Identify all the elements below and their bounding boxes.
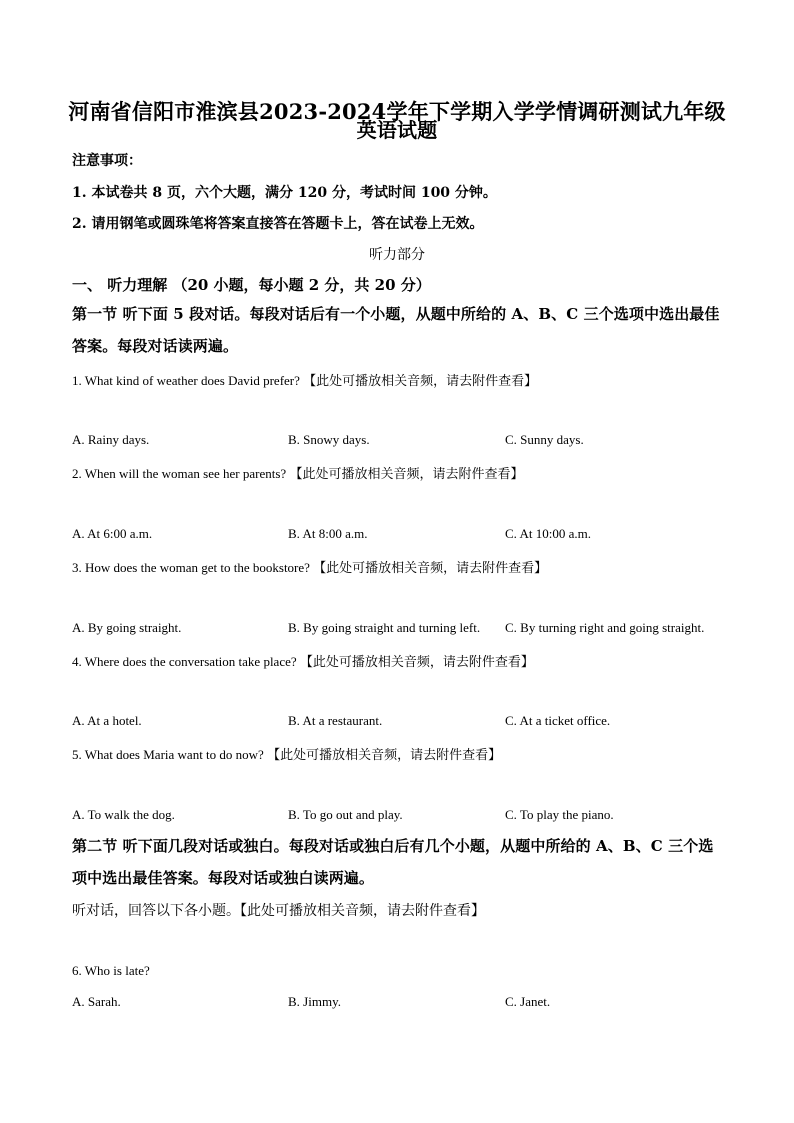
option-6a: A. Sarah.: [72, 994, 121, 1009]
option-5a: A. To walk the dog.: [72, 807, 175, 822]
option-3c: C. By turning right and going straight.: [505, 620, 705, 635]
option-4c: C. At a ticket office.: [505, 713, 611, 728]
option-4a: A. At a hotel.: [72, 713, 142, 728]
part2-instruction: 第二节 听下面几段对话或独白。每段对话或独白后有几个小题，从题中所给的 A、B、C 三个选项中选出最佳答案。每段对话或独白读两遍。: [72, 837, 714, 887]
section-heading: 一、 听力理解 （20 小题，每小题 2 分，共 20 分）: [72, 276, 431, 294]
option-3b: B. By going straight and turning left.: [288, 620, 481, 635]
option-4b: B. At a restaurant.: [288, 713, 383, 728]
option-1c: C. Sunny days.: [505, 432, 584, 447]
option-5c: C. To play the piano.: [505, 807, 614, 822]
part1-instruction: 第一节 听下面 5 段对话。每段对话后有一个小题，从题中所给的 A、B、C 三个选项中选出最佳答案。每段对话读两遍。: [72, 305, 720, 355]
note-item-2: 2. 请用钢笔或圆珠笔将答案直接答在答题卡上，答在试卷上无效。: [72, 216, 484, 232]
question-5: 5. What does Maria want to do now? 【此处可播放相关音频，请去附件查看】: [72, 747, 502, 762]
exam-subject-title: 英语试题: [356, 118, 438, 142]
listening-part-label: 听力部分: [369, 247, 425, 263]
option-1a: A. Rainy days.: [72, 432, 150, 447]
option-2c: C. At 10:00 a.m.: [505, 526, 591, 541]
option-3a: A. By going straight.: [72, 620, 182, 635]
option-2a: A. At 6:00 a.m.: [72, 526, 153, 541]
option-5b: B. To go out and play.: [288, 807, 403, 822]
exam-title: 河南省信阳市淮滨县2023-2024学年下学期入学学情调研测试九年级: [68, 99, 726, 124]
option-6c: C. Janet.: [505, 994, 551, 1009]
option-6b: B. Jimmy.: [288, 994, 341, 1009]
question-3: 3. How does the woman get to the bookstore? 【此处可播放相关音频，请去附件查看】: [72, 560, 548, 575]
part2-lead: 听对话，回答以下各小题。【此处可播放相关音频，请去附件查看】: [72, 904, 485, 919]
option-1b: B. Snowy days.: [288, 432, 370, 447]
question-6: 6. Who is late?: [72, 963, 150, 978]
note-item-1: 1. 本试卷共 8 页，六个大题，满分 120 分，考试时间 100 分钟。: [72, 185, 497, 201]
option-2b: B. At 8:00 a.m.: [288, 526, 368, 541]
notes-heading: 注意事项：: [72, 153, 142, 169]
question-4: 4. Where does the conversation take place? 【此处可播放相关音频，请去附件查看】: [72, 654, 534, 669]
question-1: 1. What kind of weather does David prefer? 【此处可播放相关音频，请去附件查看】: [72, 373, 538, 388]
question-2: 2. When will the woman see her parents? 【此处可播放相关音频，请去附件查看】: [72, 466, 524, 481]
